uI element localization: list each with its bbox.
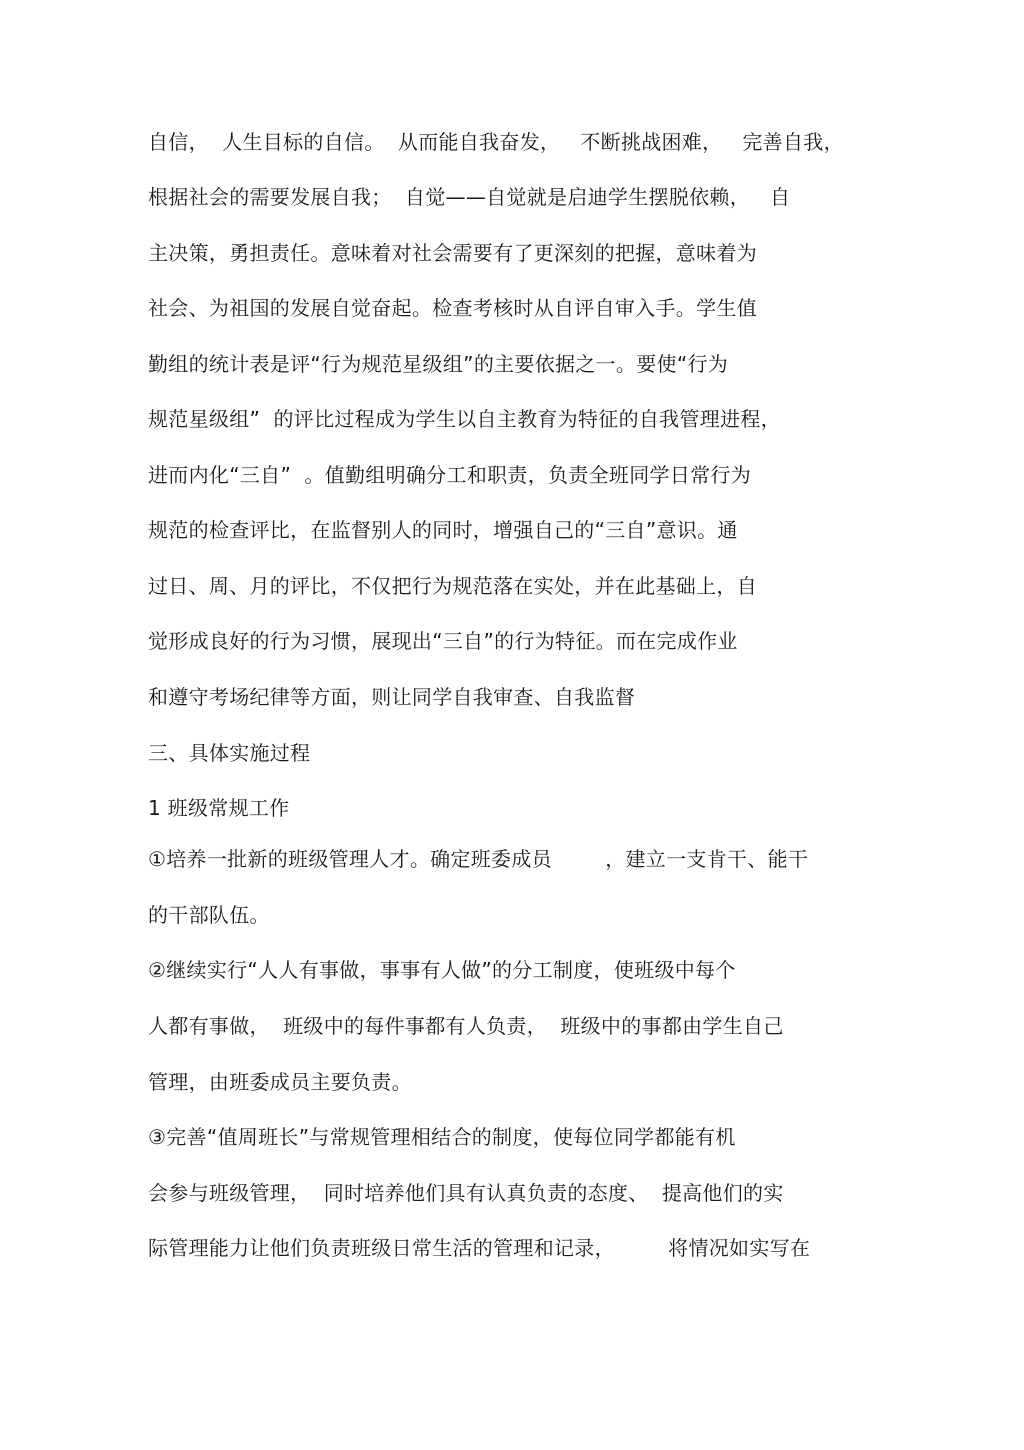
paragraph-line: 规范星级组” 的评比过程成为学生以自主教育为特征的自我管理进程， [148,407,781,431]
paragraph-line: 自信， 人生目标的自信。 从而能自我奋发， 不断挑战困难， 完善自我， [148,130,844,154]
subsection-heading: 1 班级常规工作 [148,796,290,820]
list-item-line: 管理，由班委成员主要负责。 [148,1070,412,1094]
list-item-line: 际管理能力让他们负责班级日常生活的管理和记录， 将情况如实写在 [148,1236,811,1260]
list-item-line: 会参与班级管理， 同时培养他们具有认真负责的态度、 提高他们的实 [148,1181,784,1205]
paragraph-line: 进而内化“三自” 。值勤组明确分工和职责，负责全班同学日常行为 [148,463,752,487]
list-item-line: ③完善“值周班长”与常规管理相结合的制度，使每位同学都能有机 [148,1125,736,1149]
paragraph-line: 和遵守考场纪律等方面，则让同学自我审查、自我监督 [148,685,636,709]
list-item-line: 人都有事做， 班级中的每件事都有人负责， 班级中的事都由学生自己 [148,1014,784,1038]
list-item-line: ①培养一批新的班级管理人才。确定班委成员 ，建立一支肯干、能干 [148,847,809,871]
paragraph-line: 规范的检查评比，在监督别人的同时，增强自己的“三自”意识。通 [148,518,738,542]
paragraph-line: 社会、为祖国的发展自觉奋起。检查考核时从自评自审入手。学生值 [148,296,757,320]
paragraph-line: 主决策，勇担责任。意味着对社会需要有了更深刻的把握，意味着为 [148,241,757,265]
paragraph-line: 觉形成良好的行为习惯，展现出“三自”的行为特征。而在完成作业 [148,629,738,653]
list-item-line: 的干部队伍。 [148,903,270,927]
list-item-line: ②继续实行“人人有事做，事事有人做”的分工制度，使班级中每个 [148,958,736,982]
paragraph-line: 过日、周、月的评比，不仅把行为规范落在实处，并在此基础上，自 [148,574,757,598]
section-heading: 三、具体实施过程 [148,741,311,765]
paragraph-line: 勤组的统计表是评“行为规范星级组”的主要依据之一。要使“行为 [148,352,729,376]
paragraph-line: 根据社会的需要发展自我； 自觉——自觉就是启迪学生摆脱依赖， 自 [148,185,791,209]
